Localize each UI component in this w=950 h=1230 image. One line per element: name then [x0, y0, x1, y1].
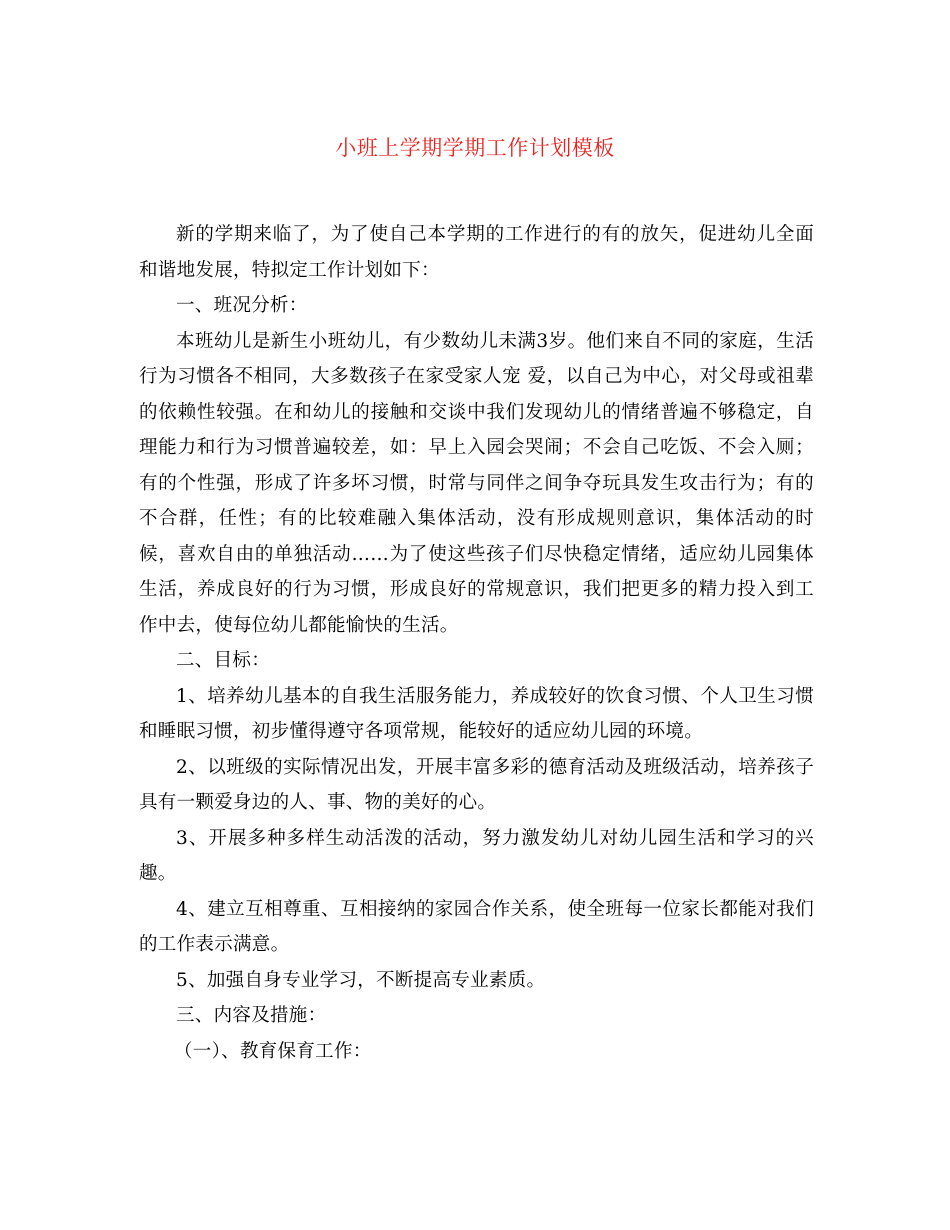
goal-item-2: 2、以班级的实际情况出发，开展丰富多彩的德育活动及班级活动，培养孩子具有一颗爱身边的人、事、物的美好的心。 — [139, 756, 814, 813]
intro-paragraph: 新的学期来临了，为了使自己本学期的工作进行的有的放矢，促进幼儿全面和谐地发展，特拟定工作计划如下： — [139, 224, 814, 281]
section-heading-content-measures: 三、内容及措施： — [176, 1005, 327, 1026]
document-body — [139, 217, 814, 1069]
goal-item-3: 3、开展多种多样生动活泼的活动，努力激发幼儿对幼儿园生活和学习的兴趣。 — [139, 827, 814, 884]
goal-item-1: 1、培养幼儿基本的自我生活服务能力，养成较好的饮食习惯、个人卫生习惯和睡眠习惯，初步懂得遵守各项常规，能较好的适应幼儿园的环境。 — [139, 685, 814, 742]
subsection-heading-education-care: （一）、教育保育工作： — [174, 1040, 372, 1062]
class-analysis-paragraph: 本班幼儿是新生小班幼儿，有少数幼儿未满3岁。他们来自不同的家庭，生活行为习惯各不相同，大多数孩子在家受家人宠 爱，以自己为中心，对父母或祖辈的依赖性较强。在和幼儿的接触和交谈中我们发现幼儿的情绪普遍不够稳定，自理能力和行为习惯普遍较差，如：早上入园会哭闹；不会自己吃饭、不会入厕；有的个性强，形成了许多坏习惯，时常与同伴之间争夺玩具发生攻击行为；有的不合群，任性；有的比较难融入集体活动，没有形成规则意识，集体活动的时候，喜欢自由的单独活动……为了使这些孩子们尽快稳定情绪，适应幼儿园集体生活，养成良好的行为习惯，形成良好的常规意识，我们把更多的精力投入到工作中去，使每位幼儿都能愉快的生活。 — [139, 330, 814, 636]
document-title: 小班上学期学期工作计划模板 — [335, 136, 615, 160]
section-heading-class-analysis: 一、班况分析： — [176, 295, 308, 316]
section-heading-goals: 二、目标： — [176, 650, 271, 671]
goal-item-5: 5、加强自身专业学习，不断提高专业素质。 — [176, 969, 546, 991]
goal-item-4: 4、建立互相尊重、互相接纳的家园合作关系，使全班每一位家长都能对我们的工作表示满意。 — [139, 898, 814, 955]
